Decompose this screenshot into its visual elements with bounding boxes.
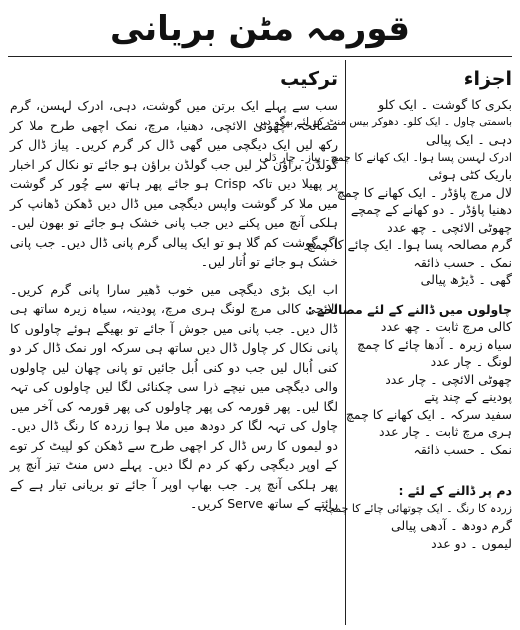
list-item: گرم مصالحہ پسا ہوا۔ ایک چائے کا چمچ — [306, 237, 512, 252]
list-item: لیموں ۔ دو عدد — [431, 535, 512, 551]
ingredients-heading: اجزاء — [463, 68, 512, 90]
list-item: ادرک لہسن پسا ہوا۔ ایک کھانے کا چمچ۔ پیاز۔ چار دَلی — [259, 150, 512, 164]
list-item: نمک ۔ حسب ذائقہ — [413, 441, 512, 457]
list-item: گرم دودھ ۔ آدھی پیالی — [390, 518, 512, 533]
method-paragraph: سب سے پہلے ایک برتن میں گوشت، دہی، ادرک لہسن، گرم مصالحہ، چھوٹی الائچی، دھنیا، مرچ، نمک اچھی طرح ملا کر رکھ لیں ایک دیگچی میں گھی ڈال کر گرم کریں۔ پیاز ڈال کر گولڈن براؤن کر لیں جب گولڈن براؤن ہو جائے تو نکال کر اخبار پر پھیلا دیں تاکہ Crisp ہو جائے پھر ہاتھ سے چُور کر گوشت میں ملا کر گوشت واپس دیگچی میں ڈال دیں ڈھکن ڈھانپ کر ہلکی آنچ میں پکنے دیں جب پانی خشک ہو جائے تو بھون لیں۔ اگر گوشت کم گلا ہو تو ایک پیالی گرم پانی ڈال دیں۔ جب پانی خشک ہو جائے تو اُتار لیں۔ — [10, 98, 338, 269]
page-title: قورمہ مٹن بریانی — [110, 9, 410, 49]
list-item: کالی مرچ ثابت ۔ چھ عدد — [380, 319, 512, 334]
list-item: دہی ۔ ایک پیالی — [426, 132, 512, 147]
list-item: نمک ۔ حسب ذائقہ — [413, 254, 512, 270]
title-divider — [8, 56, 512, 57]
spacer — [352, 289, 512, 301]
list-item: لونگ ۔ چار عدد — [430, 354, 512, 369]
list-item: بکری کا گوشت ۔ ایک کلو — [378, 97, 512, 112]
rice-spices-list — [345, 318, 512, 458]
list-item: گھی ۔ ڈیڑھ پیالی — [420, 272, 512, 287]
list-item: لال مرچ پاؤڈر ۔ ایک کھانے کا چمچ — [336, 184, 512, 200]
list-item: زردہ کا رنگ ۔ ایک چوتھائی چائے کا چمچہ، — [318, 501, 512, 515]
rice-spices-heading: چاولوں میں ڈالنے کے لئے مصالحے : — [307, 301, 512, 317]
list-item: چھوٹی الائچی ۔ چار عدد — [385, 371, 512, 387]
dum-list — [318, 500, 512, 553]
list-item: چھوٹی الائچی ۔ چھ عدد — [387, 219, 512, 235]
list-item: سیاہ زیرہ ۔ آدھا چائے کا چمچ — [357, 336, 512, 352]
list-item: ہری مرچ ثابت ۔ چار عدد — [378, 424, 512, 439]
list-item: دھنیا پاؤڈر ۔ دو کھانے کے چمچے — [350, 202, 512, 217]
method-paragraph: اب ایک بڑی دیگچی میں خوب ڈھیر سارا پانی گرم کریں۔ الائچی کالی مرچ لونگ ہری مرچ، پودینہ، سیاہ زیرہ ساتھ ہی ڈال دیں۔ جب پانی میں جوش آ جائے تو بھیگے ہوئے چاولوں کا پانی نکال کر چاول ڈال دیں ساتھ ہی سرکہ اور نمک ڈال کر دو کنی اُبال لیں جب دو کنی اُبل جائیں تو پانی چھان لیں چاولوں والی دیگچی میں نیچے ذرا سی چکنائی لگا لیں چاولوں کی تہہ لگا لیں۔ پھر قورمہ کی پھر چاولوں کی پھر قورمہ کی آخر میں چاول کی تہہ لگا کر دودھ میں ملا ہوا زردہ کا رنگ ڈال دیں۔ دو لیموں کا رس ڈال کر اچھی طرح سے ڈھکن کو لپیٹ کر توے کے اوپر دیگچی رکھ کر دم لگا دیں۔ پہلے دس منٹ تیز آنچ پر پھر ہلکی آنچ پر۔ جب بھاپ اوپر آ جائے تو بریانی تیار ہے کے رائتے کے ساتھ Serve کریں۔ — [10, 281, 338, 511]
method-column — [10, 66, 338, 522]
spacer — [352, 458, 512, 482]
list-item: پودینے کے چند پتے — [424, 389, 512, 404]
list-item: باریک کٹی ہوئی — [428, 167, 512, 182]
ingredients-list — [255, 96, 512, 289]
list-item: باسمتی چاول ۔ ایک کلو۔ دھوکر بیس منٹ کے لئے بھگو دیں — [255, 115, 512, 128]
column-divider — [345, 60, 346, 625]
dum-heading: دم پر ڈالنے کے لئے : — [398, 483, 512, 498]
method-heading: ترکیب — [280, 68, 338, 90]
list-item: سفید سرکہ ۔ ایک کھانے کا چمچ — [345, 406, 512, 422]
